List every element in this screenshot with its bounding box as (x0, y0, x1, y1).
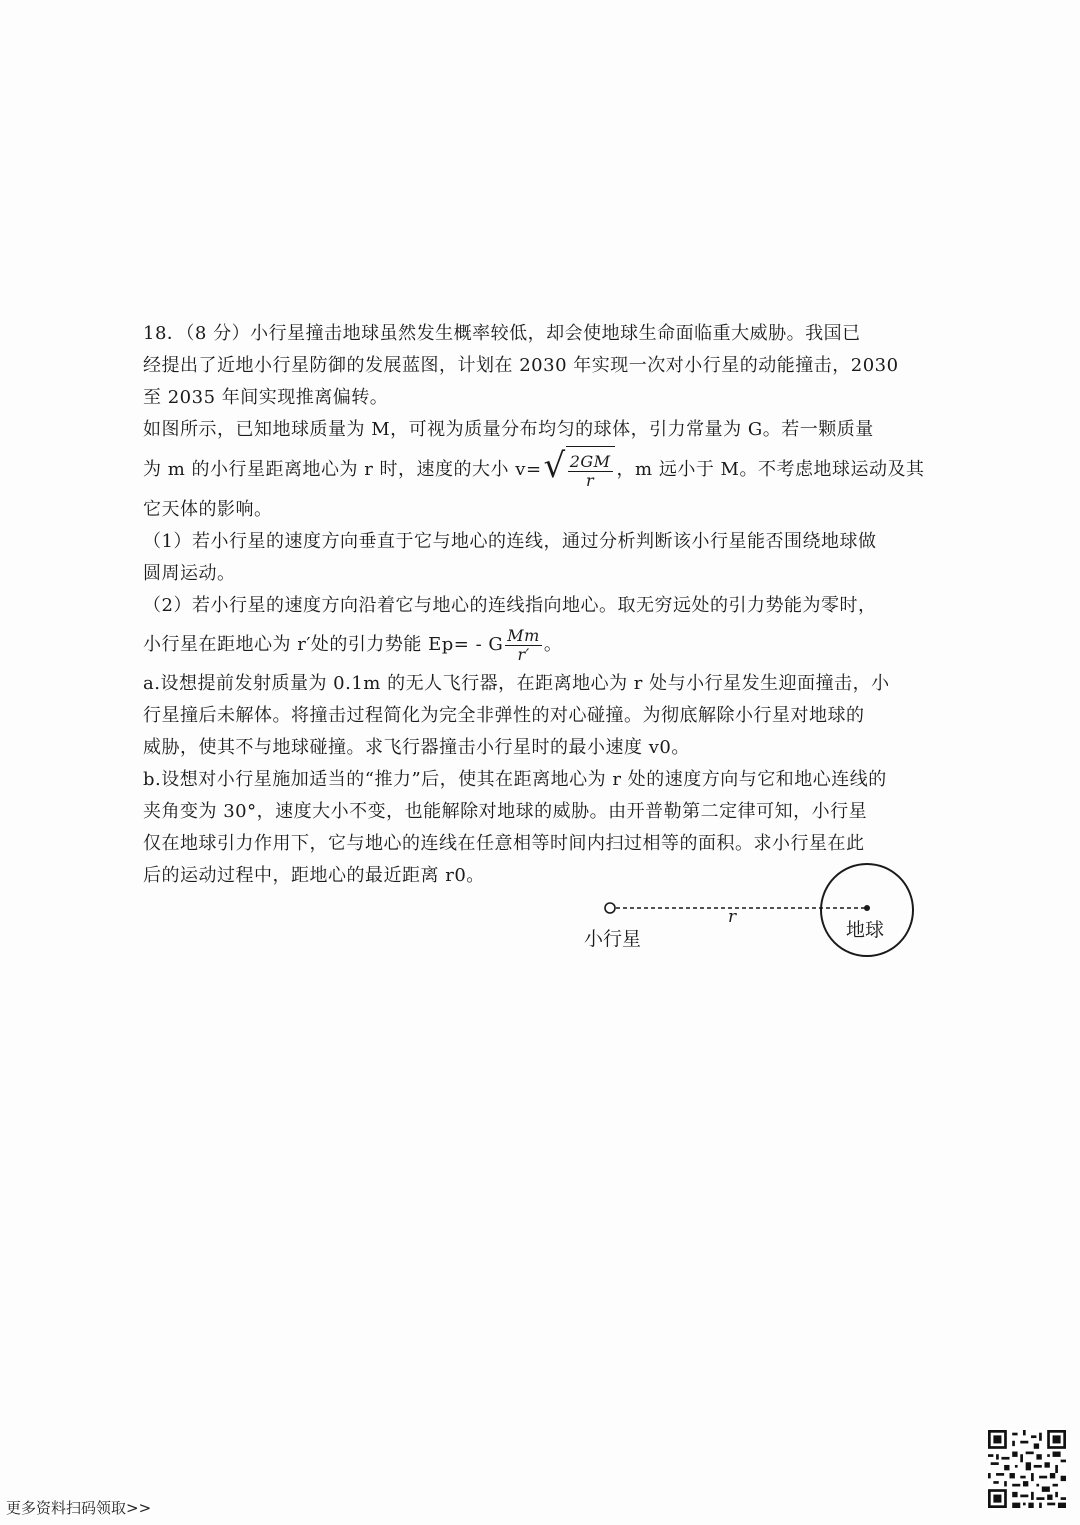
part1-text-line: （1）若小行星的速度方向垂直于它与地心的连线，通过分析判断该小行星能否围绕地球做 (143, 531, 877, 552)
part-b-text-line: b.设想对小行星施加适当的“推力”后，使其在距离地心为 r 处的速度方向与它和地心连线的 (143, 769, 887, 790)
part-b-text-line: 仅在地球引力作用下，它与地心的连线在任意相等时间内扫过相等的面积。求小行星在此 (143, 833, 865, 854)
part-a-text-line: 威胁，使其不与地球碰撞。求飞行器撞击小行星时的最小速度 v0。 (143, 737, 690, 758)
question-text-line: 它天体的影响。 (143, 499, 273, 520)
velocity-text-pre: 为 m 的小行星距离地心为 r 时，速度的大小 v= (143, 459, 542, 480)
potential-text-pre: 小行星在距地心为 r′处的引力势能 Ep= - G (143, 634, 504, 655)
velocity-formula-line (143, 446, 943, 494)
velocity-fraction (568, 453, 613, 490)
question-18 (143, 318, 943, 892)
distance-label: r (728, 907, 737, 927)
qr-code-icon[interactable] (988, 1430, 1066, 1508)
fraction-numerator: 2GM (569, 451, 611, 471)
velocity-text-post: ，m 远小于 M。不考虑地球运动及其 (616, 459, 925, 480)
part-b-text-line: 夹角变为 30°，速度大小不变，也能解除对地球的威胁。由开普勒第二定律可知，小行星 (143, 801, 868, 822)
fraction-denominator: r′ (517, 644, 530, 664)
part-b-text-line: 后的运动过程中，距地心的最近距离 r0。 (143, 865, 485, 886)
part-a-text-line: a.设想提前发射质量为 0.1m 的无人飞行器，在距离地心为 r 处与小行星发生迎面撞击，小 (143, 673, 890, 694)
potential-energy-formula-line (143, 622, 943, 668)
question-text-line: 至 2035 年间实现推离偏转。 (143, 387, 389, 408)
fraction-numerator: Mm (507, 625, 540, 645)
question-text-line: 18．（8 分）小行星撞击地球虽然发生概率较低，却会使地球生命面临重大威胁。我国已 (143, 323, 861, 344)
earth-label: 地球 (846, 919, 885, 941)
question-text-line: 如图所示，已知地球质量为 M，可视为质量分布均匀的球体，引力常量为 G。若一颗质量 (143, 419, 874, 440)
fraction-denominator: r (586, 470, 595, 490)
earth-center-point (864, 905, 870, 911)
footer-link[interactable]: 更多资料扫码领取>> (6, 1499, 152, 1517)
part-a-text-line: 行星撞后未解体。将撞击过程简化为完全非弹性的对心碰撞。为彻底解除小行星对地球的 (143, 705, 865, 726)
sqrt-expression (544, 446, 615, 494)
potential-text-post: 。 (543, 634, 563, 655)
question-text-line: 经提出了近地小行星防御的发展蓝图，计划在 2030 年实现一次对小行星的动能撞击，2030 (143, 355, 899, 376)
potential-fraction (505, 627, 542, 664)
part2-text-line: （2）若小行星的速度方向沿着它与地心的连线指向地心。取无穷远处的引力势能为零时， (143, 595, 877, 616)
asteroid-label: 小行星 (584, 928, 642, 950)
part1-text-line: 圆周运动。 (143, 563, 236, 584)
asteroid-earth-diagram (570, 860, 930, 960)
sqrt-sign: √ (543, 446, 566, 486)
asteroid-point (605, 903, 615, 913)
